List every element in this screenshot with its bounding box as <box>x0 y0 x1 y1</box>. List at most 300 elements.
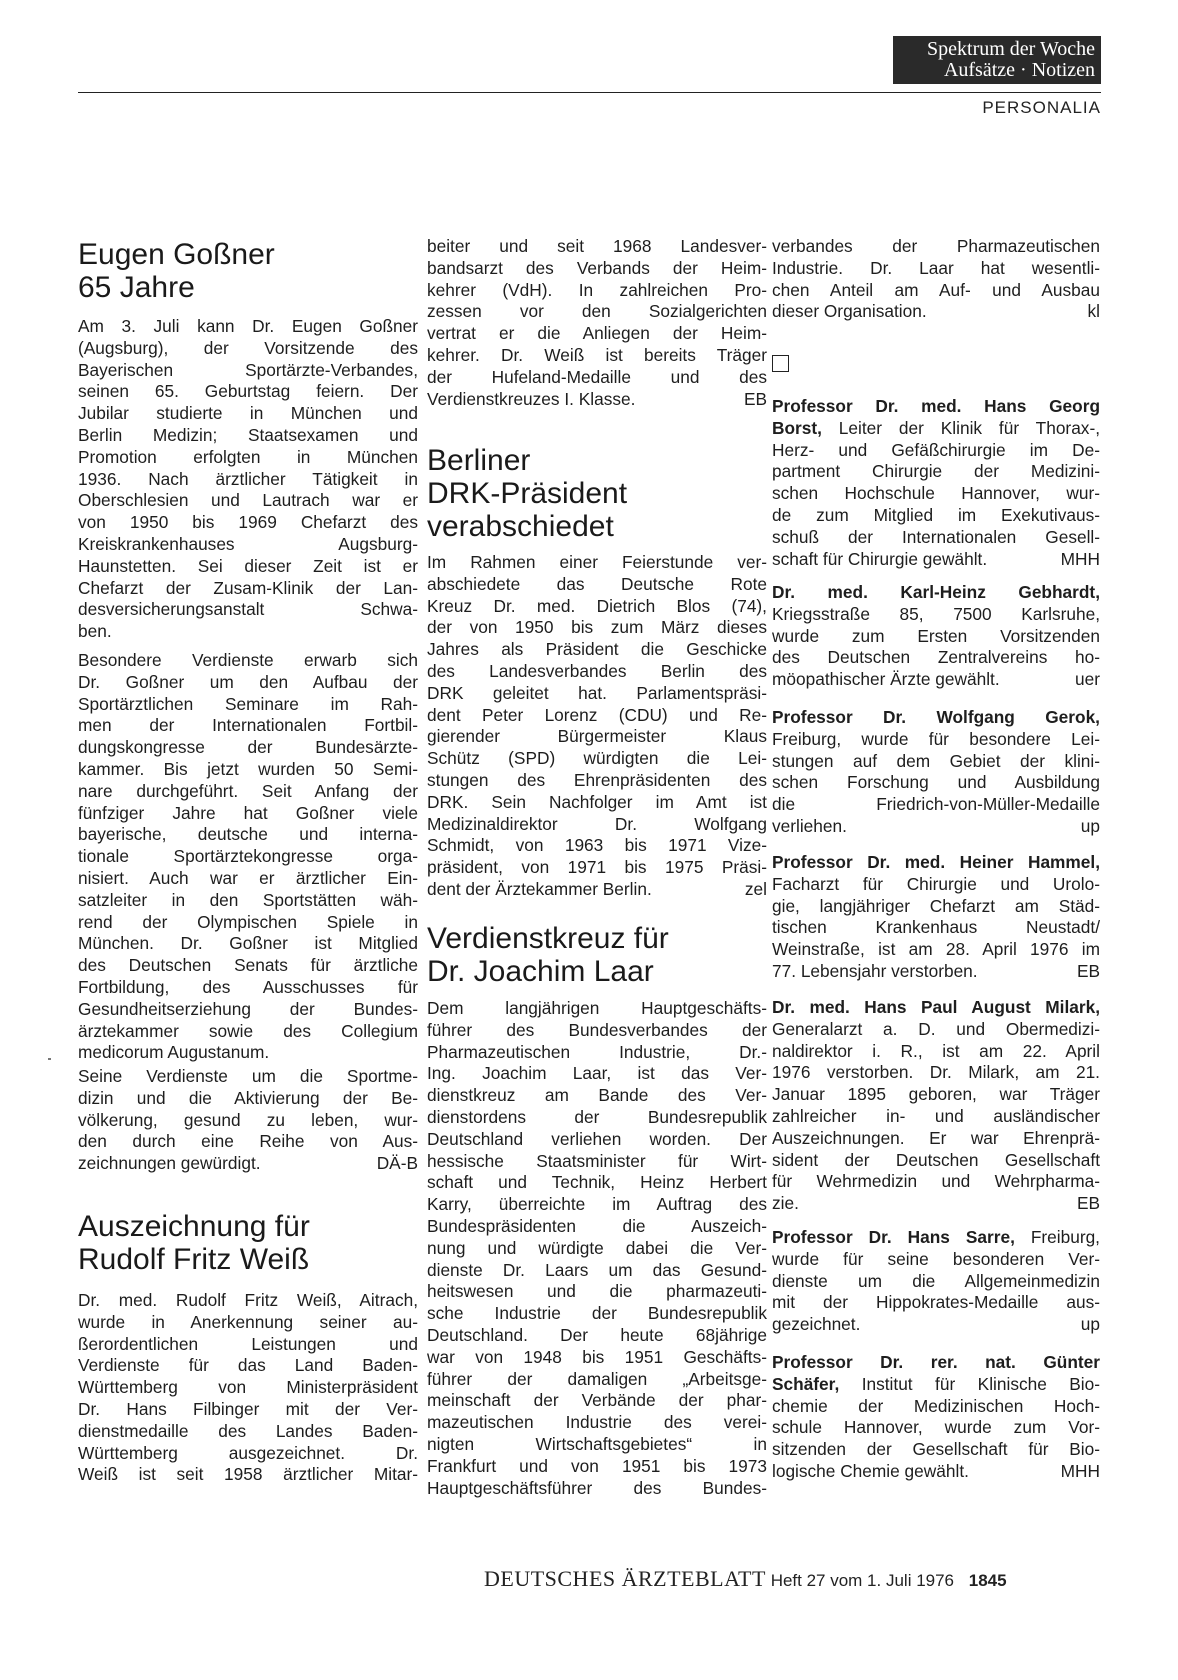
line-text: Schütz (SPD) würdigten die Lei- <box>427 748 767 769</box>
line-text: Gesundheitserziehung der Bundes- <box>78 998 418 1019</box>
journal-title: DEUTSCHES ÄRZTEBLATT <box>484 1566 766 1591</box>
text-line <box>772 1271 1100 1293</box>
text-line <box>78 999 418 1021</box>
line-text: mazeutischen Industrie des verei- <box>427 1412 767 1433</box>
text-line <box>78 672 418 694</box>
line-text: chemie der Medizinischen Hoch- <box>772 1395 1100 1416</box>
text-line <box>78 1399 418 1421</box>
text-line <box>78 1131 418 1153</box>
entry-body <box>772 729 1100 838</box>
text-line <box>772 1019 1100 1041</box>
text-line <box>772 772 1100 794</box>
headline-line: Auszeichnung für <box>78 1210 310 1243</box>
line-text: von 1950 bis 1969 Chefarzt des <box>78 512 418 533</box>
author-signature: up <box>1080 815 1100 836</box>
text-line <box>427 617 767 639</box>
line-text: verliehen. <box>772 815 847 836</box>
text-line <box>772 647 1100 669</box>
line-text: für Wehrmedizin und Wehrpharma- <box>772 1171 1100 1192</box>
text-line <box>427 748 767 770</box>
text-line <box>772 1374 1100 1396</box>
line-text: präsident, von 1971 bis 1975 Präsi- <box>427 857 767 878</box>
line-text: dienste um die Allgemeinmedizin <box>772 1270 1100 1291</box>
text-line <box>78 621 418 643</box>
margin-mark <box>48 1058 51 1060</box>
headline-line: Verdienstkreuz für <box>427 922 669 955</box>
text-line <box>772 301 1100 323</box>
line-text: ben. <box>78 621 112 642</box>
text-line <box>772 1461 1100 1483</box>
line-text: Medizinaldirektor Dr. Wolfgang <box>427 813 767 834</box>
text-line <box>772 1193 1100 1215</box>
line-text: Industrie. Dr. Laar hat wesentli- <box>772 257 1100 278</box>
line-text: schaft für Chirurgie gewählt. <box>772 548 988 569</box>
line-text: Jahres als Präsident die Geschicke <box>427 639 767 660</box>
line-text: bandsarzt des Verbands der Heim- <box>427 257 767 278</box>
text-line <box>772 917 1100 939</box>
text-line <box>78 1355 418 1377</box>
text-line <box>427 661 767 683</box>
person-name: Professor Dr. Hans Sarre, <box>772 1227 1015 1247</box>
text-line <box>427 280 767 302</box>
line-text: logische Chemie gewählt. <box>772 1460 969 1481</box>
page-footer <box>484 1566 1007 1592</box>
text-line <box>772 1150 1100 1172</box>
line-text: Freiburg, wurde für besondere Lei- <box>772 728 1100 749</box>
text-line <box>78 469 418 491</box>
line-text: Oberschlesien und Lautrach war er <box>78 490 418 511</box>
line-text: Dr. med. Rudolf Fritz Weiß, Aitrach, <box>78 1290 418 1310</box>
text-line <box>427 1434 767 1456</box>
entry-text: Leiter der Klinik für Thorax-, <box>821 417 1100 438</box>
person-name: Professor Dr. med. Hans Georg <box>772 396 1100 416</box>
line-text: zie. <box>772 1193 799 1214</box>
line-text: kehrer. Dr. Weiß ist bereits Träger <box>427 344 767 365</box>
text-line <box>772 1396 1100 1418</box>
text-line <box>427 345 767 367</box>
text-line <box>78 694 418 716</box>
text-line <box>772 1292 1100 1314</box>
text-line <box>427 1238 767 1260</box>
person-name: Professor Dr. Wolfgang Gerok, <box>772 707 1100 727</box>
line-text: ßerordentlichen Leistungen und <box>78 1333 418 1354</box>
line-text: gierender Bürgermeister Klaus <box>427 726 767 747</box>
line-text: stungen auf dem Gebiet der klini- <box>772 750 1100 771</box>
line-text: schen Forschung und Ausbildung <box>772 772 1100 793</box>
text-line <box>427 1390 767 1412</box>
text-line <box>772 418 1100 440</box>
text-line <box>772 258 1100 280</box>
line-text: desversicherungsanstalt Schwa- <box>78 599 418 620</box>
line-text: Karry, überreichte im Auftrag des <box>427 1194 767 1215</box>
line-text: Sportärztlichen Seminare im Rah- <box>78 693 418 714</box>
author-signature: DÄ-B <box>376 1153 418 1174</box>
paragraph <box>427 552 767 901</box>
line-text: 77. Lebensjahr verstorben. <box>772 960 978 981</box>
line-text: nung und würdigte dabei die Ver- <box>427 1237 767 1258</box>
personalia-entry-gebhardt <box>772 582 1100 691</box>
line-text: hessische Staatsminister für Wirt- <box>427 1150 767 1171</box>
text-line <box>427 1085 767 1107</box>
line-text: seinen 65. Geburtstag feiern. Der <box>78 381 418 402</box>
text-line <box>772 1417 1100 1439</box>
line-text: fünfziger Jahre hat Goßner viele <box>78 802 418 823</box>
line-text: Januar 1895 geboren, war Träger <box>772 1084 1100 1105</box>
line-text: Am 3. Juli kann Dr. Eugen Goßner <box>78 316 418 336</box>
line-text: völkerung, gesund zu leben, wur- <box>78 1109 418 1130</box>
text-line <box>772 816 1100 838</box>
text-line <box>427 389 767 411</box>
text-line <box>78 490 418 512</box>
paragraph <box>427 998 767 1499</box>
text-line <box>427 683 767 705</box>
text-line <box>78 912 418 934</box>
text-line <box>772 1171 1100 1193</box>
line-text: dienstmedaille des Landes Baden- <box>78 1420 418 1441</box>
text-line <box>78 650 418 672</box>
text-line <box>78 824 418 846</box>
text-line <box>427 552 767 574</box>
headline-line: Dr. Joachim Laar <box>427 955 654 988</box>
entry-text: Institut für Klinische Bio- <box>839 1373 1100 1394</box>
line-text: Frankfurt und von 1951 bis 1973 <box>427 1455 767 1476</box>
line-text: der Hufeland-Medaille und des <box>427 366 767 387</box>
line-text: schuß der Internationalen Gesell- <box>772 526 1100 547</box>
line-text: des Deutschen Zentralvereins ho- <box>772 647 1100 668</box>
personalia-entry-sarre <box>772 1227 1100 1336</box>
text-line <box>772 1084 1100 1106</box>
entry-body <box>772 604 1100 691</box>
line-text: Kreiskrankenhauses Augsburg- <box>78 533 418 554</box>
line-text: Seine Verdienste um die Sportme- <box>78 1066 418 1086</box>
headline-line: verabschiedet <box>427 510 614 543</box>
text-line <box>427 1020 767 1042</box>
text-line <box>427 1194 767 1216</box>
author-signature: zel <box>744 878 767 899</box>
line-text: führer der damaligen „Arbeitsge- <box>427 1368 767 1389</box>
text-line <box>78 737 418 759</box>
text-line <box>427 1412 767 1434</box>
text-line <box>772 582 1100 604</box>
line-text: abschiedete das Deutsche Rote <box>427 573 767 594</box>
line-text: naldirektor i. R., ist am 22. April <box>772 1040 1100 1061</box>
text-line <box>78 447 418 469</box>
text-line <box>772 604 1100 626</box>
text-line <box>78 781 418 803</box>
paragraph <box>78 650 418 1064</box>
section-separator-box <box>772 355 789 372</box>
headline-line: Rudolf Fritz Weiß <box>78 1243 310 1276</box>
line-text: nigten Wirtschaftsgebietes“ in <box>427 1433 767 1454</box>
line-text: dienste Dr. Laars um das Gesund- <box>427 1259 767 1280</box>
text-line <box>78 803 418 825</box>
text-line <box>427 236 767 258</box>
paragraph <box>78 1066 418 1175</box>
line-text: Berlin Medizin; Staatsexamen und <box>78 424 418 445</box>
line-text: mit der Hippokrates-Medaille aus- <box>772 1292 1100 1313</box>
line-text: kammer. Bis jetzt wurden 50 Semi- <box>78 758 418 779</box>
line-text: München. Dr. Goßner ist Mitglied <box>78 933 418 954</box>
line-text: kehrer (VdH). In zahlreichen Pro- <box>427 279 767 300</box>
line-text: ärztekammer sowie des Collegium <box>78 1020 418 1041</box>
text-line <box>78 1464 418 1486</box>
line-text: Herz- und Gefäßchirurgie im De- <box>772 439 1100 460</box>
text-line <box>78 715 418 737</box>
section-badge <box>893 36 1101 84</box>
text-line <box>427 596 767 618</box>
text-line <box>427 1216 767 1238</box>
line-text: schule Hannover, wurde zum Vor- <box>772 1417 1100 1438</box>
author-signature: kl <box>1087 301 1100 322</box>
line-text: Verdienste für das Land Baden- <box>78 1355 418 1376</box>
text-line <box>78 512 418 534</box>
text-line <box>772 1227 1100 1249</box>
headline-gossner <box>78 238 275 304</box>
text-line <box>772 396 1100 418</box>
page-number: 1845 <box>968 1571 1007 1590</box>
text-line <box>427 1456 767 1478</box>
line-text: zeichnungen gewürdigt. <box>78 1153 261 1174</box>
text-line <box>78 578 418 600</box>
line-text: Im Rahmen einer Feierstunde ver- <box>427 552 767 572</box>
line-text: der von 1950 bis zum März dieses <box>427 617 767 638</box>
person-name: Professor Dr. med. Heiner Hammel, <box>772 852 1100 872</box>
text-line <box>772 483 1100 505</box>
text-line <box>427 258 767 280</box>
line-text: tionale Sportärztekongresse orga- <box>78 846 418 867</box>
line-text: verbandes der Pharmazeutischen <box>772 236 1100 256</box>
text-line <box>78 933 418 955</box>
personalia-entry-hammel <box>772 852 1100 983</box>
text-line <box>78 1290 418 1312</box>
line-text: medicorum Augustanum. <box>78 1042 270 1063</box>
text-line <box>772 236 1100 258</box>
line-text: die Friedrich-von-Müller-Medaille <box>772 794 1100 815</box>
line-text: partment Chirurgie der Medizini- <box>772 461 1100 482</box>
line-text: Besondere Verdienste erwarb sich <box>78 650 418 670</box>
line-text: Dr. Goßner um den Aufbau der <box>78 671 418 692</box>
text-line <box>772 997 1100 1019</box>
text-line <box>427 1369 767 1391</box>
text-line <box>772 1249 1100 1271</box>
line-text: Generalarzt a. D. und Obermedizi- <box>772 1018 1100 1039</box>
headline-line: DRK-Präsident <box>427 477 628 510</box>
person-name: Schäfer, <box>772 1373 840 1394</box>
text-line <box>427 705 767 727</box>
text-line <box>772 1106 1100 1128</box>
text-line <box>772 794 1100 816</box>
line-text: sident der Deutschen Gesellschaft <box>772 1149 1100 1170</box>
text-line <box>772 527 1100 549</box>
headline-drk <box>427 444 627 543</box>
text-line <box>427 1151 767 1173</box>
line-text: zahlreicher in- und ausländischer <box>772 1105 1100 1126</box>
line-text: Weinstraße, ist am 28. April 1976 im <box>772 939 1100 960</box>
line-text: Deutschland verliehen worden. Der <box>427 1128 767 1149</box>
line-text: heitswesen und die pharmazeuti- <box>427 1281 767 1302</box>
line-text: Deutschland. Der heute 68jährige <box>427 1324 767 1345</box>
line-text: Bundespräsidenten die Auszeich- <box>427 1215 767 1236</box>
author-signature: uer <box>1075 669 1100 690</box>
line-text: stungen des Ehrenpräsidenten des <box>427 769 767 790</box>
line-text: chen Anteil am Auf- und Ausbau <box>772 279 1100 300</box>
line-text: bayerische, deutsche und interna- <box>78 824 418 845</box>
headline-line: 65 Jahre <box>78 271 195 304</box>
line-text: dienstkreuz am Bande des Ver- <box>427 1085 767 1106</box>
line-text: gezeichnet. <box>772 1314 861 1335</box>
text-line <box>427 301 767 323</box>
person-name: Dr. med. Karl-Heinz Gebhardt, <box>772 582 1100 602</box>
text-line <box>78 1021 418 1043</box>
text-line <box>772 852 1100 874</box>
text-line <box>772 669 1100 691</box>
text-line <box>427 814 767 836</box>
line-text: Bayerischen Sportärzte-Verbandes, <box>78 359 418 380</box>
text-line <box>78 425 418 447</box>
line-text: vertrat er die Anliegen der Heim- <box>427 323 767 344</box>
text-line <box>772 1041 1100 1063</box>
paragraph <box>78 316 418 643</box>
line-text: des Landesverbandes Berlin des <box>427 660 767 681</box>
text-line <box>772 280 1100 302</box>
line-text: sche Industrie der Bundesrepublik <box>427 1303 767 1324</box>
text-line <box>772 939 1100 961</box>
text-line <box>427 726 767 748</box>
entry-body <box>772 1396 1100 1483</box>
line-text: Württemberg von Ministerpräsident <box>78 1377 418 1398</box>
line-text: Verdienstkreuzes I. Klasse. <box>427 388 636 409</box>
section-badge-line-2: Aufsätze · Notizen <box>943 59 1095 81</box>
paragraph <box>78 1290 418 1486</box>
text-line <box>772 461 1100 483</box>
line-text: dent der Ärztekammer Berlin. <box>427 878 652 899</box>
line-text: Pharmazeutischen Industrie, Dr.- <box>427 1041 767 1062</box>
text-line <box>772 626 1100 648</box>
text-line <box>78 759 418 781</box>
text-line <box>427 1260 767 1282</box>
text-line <box>78 955 418 977</box>
text-line <box>772 440 1100 462</box>
line-text: dieser Organisation. <box>772 301 927 322</box>
headline-line: Eugen Goßner <box>78 238 275 271</box>
line-text: rend der Olympischen Spiele in <box>78 911 418 932</box>
author-signature: MHH <box>1060 1460 1100 1481</box>
line-text: Facharzt für Chirurgie und Urolo- <box>772 873 1100 894</box>
line-text: zessen vor den Sozialgerichten <box>427 301 767 322</box>
text-line <box>427 639 767 661</box>
text-line <box>772 1062 1100 1084</box>
text-line <box>78 1443 418 1465</box>
line-text: Ing. Joachim Laar, ist das Ver- <box>427 1063 767 1084</box>
text-line <box>78 977 418 999</box>
text-line <box>78 1377 418 1399</box>
line-text: Dr. Hans Filbinger mit der Ver- <box>78 1398 418 1419</box>
line-text: wurde in Anerkennung seiner au- <box>78 1311 418 1332</box>
line-text: Promotion erfolgten in München <box>78 446 418 467</box>
text-line <box>427 1042 767 1064</box>
text-line <box>427 1172 767 1194</box>
author-signature: EB <box>1076 1193 1100 1214</box>
text-line <box>78 316 418 338</box>
line-text: den durch eine Reihe von Aus- <box>78 1131 418 1152</box>
line-text: Dem langjährigen Hauptgeschäfts- <box>427 998 767 1018</box>
text-line <box>772 707 1100 729</box>
text-line <box>427 857 767 879</box>
text-line <box>772 896 1100 918</box>
line-text: Kriegsstraße 85, 7500 Karlsruhe, <box>772 603 1100 624</box>
line-text: Chefarzt der Zusam-Klinik der Lan- <box>78 577 418 598</box>
text-line <box>427 1478 767 1500</box>
text-line <box>78 1088 418 1110</box>
line-text: führer des Bundesverbandes der <box>427 1019 767 1040</box>
line-text: Weiß ist seit 1958 ärztlicher Mitar- <box>78 1464 418 1485</box>
line-text: Fortbildung, des Ausschusses für <box>78 976 418 997</box>
text-line <box>427 879 767 901</box>
line-text: möopathischer Ärzte gewählt. <box>772 669 1000 690</box>
line-text: wurde zum Ersten Vorsitzenden <box>772 625 1100 646</box>
entry-text: Freiburg, <box>1014 1227 1100 1247</box>
line-text: satzleiter in den Sportstätten wäh- <box>78 889 418 910</box>
text-line <box>772 751 1100 773</box>
author-signature: up <box>1080 1314 1100 1335</box>
entry-body <box>772 874 1100 983</box>
text-line <box>772 1352 1100 1374</box>
line-text: (Augsburg), der Vorsitzende des <box>78 337 418 358</box>
text-line <box>427 792 767 814</box>
entry-body <box>772 440 1100 571</box>
text-line <box>78 381 418 403</box>
line-text: wurde für seine besonderen Ver- <box>772 1248 1100 1269</box>
line-text: dungskongresse der Bundesärzte- <box>78 737 418 758</box>
line-text: dienstordens der Bundesrepublik <box>427 1106 767 1127</box>
text-line <box>78 1421 418 1443</box>
text-line <box>772 729 1100 751</box>
line-text: sitzenden der Gesellschaft für Bio- <box>772 1439 1100 1460</box>
headline-weiss <box>78 1210 310 1276</box>
entry-body <box>772 1249 1100 1336</box>
text-line <box>427 1063 767 1085</box>
header-rule <box>78 92 1101 93</box>
text-line <box>78 338 418 360</box>
person-name: Borst, <box>772 417 822 438</box>
line-text: schaft und Technik, Heinz Herbert <box>427 1172 767 1193</box>
text-line <box>427 1347 767 1369</box>
text-line <box>78 846 418 868</box>
line-text: Schmidt, von 1963 bis 1971 Vize- <box>427 835 767 856</box>
person-name: Dr. med. Hans Paul August Milark, <box>772 997 1100 1017</box>
author-signature: MHH <box>1060 548 1100 569</box>
line-text: DRK. Sein Nachfolger im Amt ist <box>427 791 767 812</box>
paragraph <box>772 236 1100 323</box>
line-text: beiter und seit 1968 Landesver- <box>427 236 767 256</box>
headline-laar <box>427 922 669 988</box>
text-line <box>427 367 767 389</box>
line-text: Auszeichnungen. Er war Ehrenprä- <box>772 1127 1100 1148</box>
text-line <box>772 505 1100 527</box>
issue-info: Heft 27 vom 1. Juli 1976 <box>770 1571 955 1590</box>
line-text: dent Peter Lorenz (CDU) und Re- <box>427 704 767 725</box>
entry-body <box>772 1019 1100 1215</box>
line-text: des Deutschen Senats für ärztliche <box>78 955 418 976</box>
text-line <box>427 574 767 596</box>
text-line <box>772 1439 1100 1461</box>
text-line <box>772 1314 1100 1336</box>
author-signature: EB <box>1076 960 1100 981</box>
rubric-label: PERSONALIA <box>982 98 1101 117</box>
text-line <box>427 770 767 792</box>
text-line <box>427 1129 767 1151</box>
line-text: men der Internationalen Fortbil- <box>78 715 418 736</box>
